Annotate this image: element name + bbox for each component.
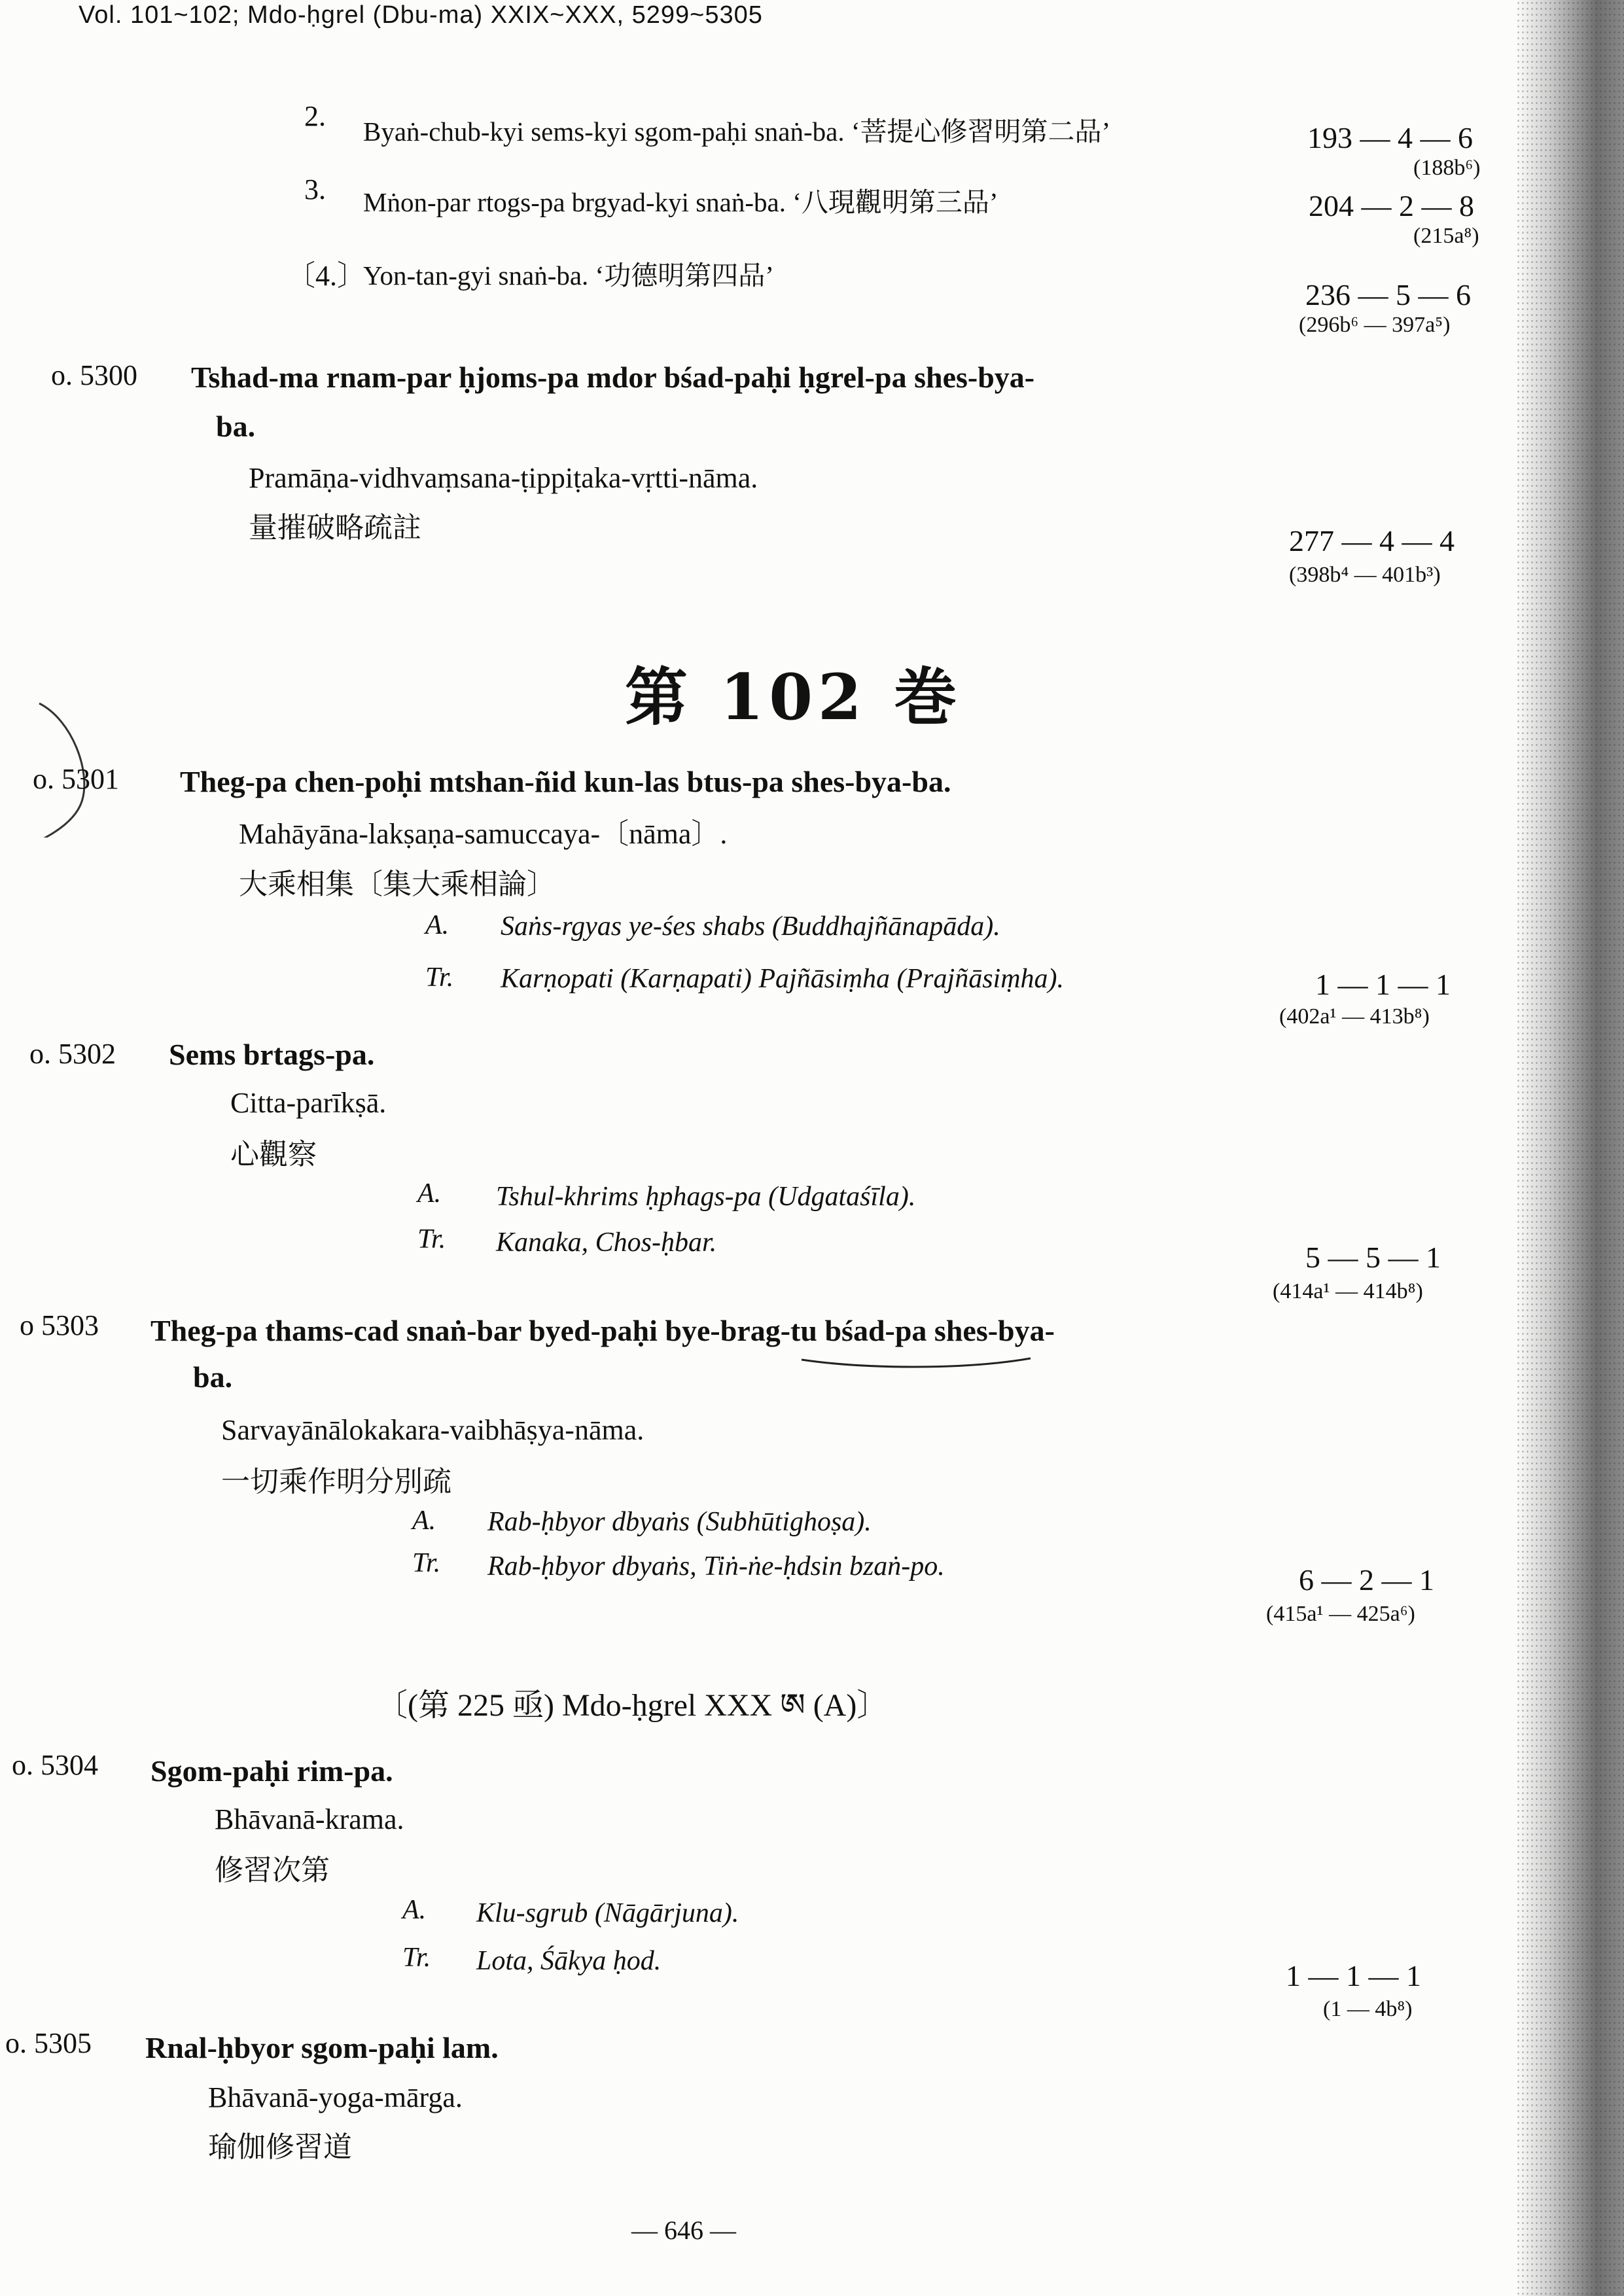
entry-number: o. 5302 (29, 1038, 116, 1070)
translator: Karṇopati (Karṇapati) Pajñāsiṃha (Prajñāsiṃha). (501, 964, 1065, 994)
chapter-number: 〔4.〕 (287, 260, 366, 292)
translator: Kanaka, Chos-ḥbar. (496, 1227, 717, 1258)
translator-label: Tr. (425, 963, 454, 993)
sanskrit-title: Bhāvanā-krama. (215, 1803, 404, 1835)
entry-title: Sems brtags-pa. (169, 1038, 375, 1071)
chapter-ref: 204 — 2 — 8 (1309, 189, 1474, 222)
chinese-title: 心觀察 (230, 1138, 317, 1171)
entry-title: Theg-pa chen-poḥi mtshan-ñid kun-las btus-pa shes-bya-ba. (180, 765, 951, 798)
running-header: Vol. 101~102; Mdo-ḥgrel (Dbu-ma) XXIX~XXX, 5299~5305 (79, 1, 763, 29)
author: Tshul-khrims ḥphags-pa (Udgataśīla). (496, 1182, 916, 1212)
entry-number: o. 5300 (51, 359, 137, 391)
chinese-title: 修習次第 (215, 1854, 330, 1887)
chinese-title: 一切乘作明分別疏 (221, 1465, 451, 1498)
author-label: A. (412, 1506, 436, 1536)
chinese-title: 瑜伽修習道 (208, 2130, 352, 2164)
chapter-number: 2. (304, 100, 326, 132)
entry-number: o. 5304 (12, 1749, 98, 1781)
entry-ref-sub: (414a¹ — 414b⁸) (1273, 1279, 1423, 1303)
sanskrit-title: Bhāvanā-yoga-mārga. (208, 2081, 463, 2113)
entry-ref-sub: (1 — 4b⁸) (1323, 1997, 1413, 2021)
author: Saṅs-rgyas ye-śes shabs (Buddhajñānapāda). (501, 911, 1000, 942)
entry-title: Rnal-ḥbyor sgom-paḥi lam. (145, 2031, 499, 2064)
author-label: A. (425, 910, 450, 940)
translator-label: Tr. (402, 1943, 431, 1973)
author-label: A. (417, 1178, 442, 1209)
entry-ref: 5 — 5 — 1 (1305, 1241, 1441, 1274)
entry-ref: 277 — 4 — 4 (1289, 524, 1455, 557)
chapter-title: Mṅon-par rtogs-pa brgyad-kyi snaṅ-ba. ‘八現觀明第三品’ (363, 187, 998, 217)
translator-label: Tr. (417, 1224, 446, 1254)
chapter-title: Yon-tan-gyi snaṅ-ba. ‘功德明第四品’ (363, 260, 774, 291)
chapter-ref-sub: (188b⁶) (1413, 156, 1481, 180)
sanskrit-title: Pramāṇa-vidhvaṃsana-ṭippiṭaka-vṛtti-nāma. (249, 462, 758, 494)
entry-title: Tshad-ma rnam-par ḥjoms-pa mdor bśad-paḥi ḥgrel-pa shes-bya- (191, 361, 1035, 394)
author: Rab-ḥbyor dbyaṅs (Subhūtighoṣa). (487, 1507, 872, 1537)
entry-title: Theg-pa thams-cad snaṅ-bar byed-paḥi bye-brag-tu bśad-pa shes-bya- (150, 1314, 1055, 1347)
sanskrit-title: Sarvayānālokakara-vaibhāṣya-nāma. (221, 1414, 644, 1446)
entry-number: o 5303 (20, 1309, 99, 1341)
entry-number: o. 5305 (5, 2027, 92, 2059)
translator-label: Tr. (412, 1548, 441, 1578)
chapter-ref: 193 — 4 — 6 (1307, 121, 1473, 154)
entry-ref-sub: (398b⁴ — 401b³) (1289, 563, 1441, 587)
translator: Lota, Śākya ḥod. (476, 1946, 662, 1976)
section-heading: 〔(第 225 亟) Mdo-ḥgrel XXX ཨ (A)〕 (376, 1688, 889, 1723)
entry-title-cont: ba. (193, 1360, 233, 1394)
entry-title: Sgom-paḥi rim-pa. (150, 1754, 393, 1788)
translator: Rab-ḥbyor dbyaṅs, Tiṅ-ṅe-ḥdsin bzaṅ-po. (487, 1551, 945, 1581)
scan-edge-noise (1516, 0, 1624, 2296)
entry-number: o. 5301 (33, 763, 119, 795)
entry-title-cont: ba. (216, 410, 256, 443)
pencil-underline (798, 1354, 1034, 1374)
chapter-title: Byaṅ-chub-kyi sems-kyi sgom-paḥi snaṅ-ba. ‘菩提心修習明第二品’ (363, 116, 1111, 147)
volume-heading: 第 102 巻 (625, 660, 962, 734)
chapter-ref: 236 — 5 — 6 (1305, 278, 1471, 311)
chapter-number: 3. (304, 173, 326, 205)
entry-ref: 1 — 1 — 1 (1286, 1959, 1421, 1992)
sanskrit-title: Citta-parīkṣā. (230, 1087, 387, 1119)
chapter-ref-sub: (296b⁶ — 397a⁵) (1299, 313, 1451, 337)
chinese-title: 大乘相集〔集大乘相論〕 (239, 868, 556, 901)
entry-ref-sub: (402a¹ — 413b⁸) (1279, 1004, 1430, 1029)
chapter-ref-sub: (215a⁸) (1413, 224, 1479, 248)
sanskrit-title: Mahāyāna-lakṣaṇa-samuccaya-〔nāma〕. (239, 818, 728, 850)
entry-ref: 6 — 2 — 1 (1299, 1563, 1434, 1597)
entry-ref: 1 — 1 — 1 (1315, 968, 1451, 1001)
page-number: — 646 — (631, 2216, 736, 2245)
entry-ref-sub: (415a¹ — 425a⁶) (1266, 1602, 1415, 1626)
author-label: A. (402, 1895, 427, 1925)
author: Klu-sgrub (Nāgārjuna). (476, 1898, 739, 1928)
chinese-title: 量摧破略疏註 (249, 511, 421, 544)
